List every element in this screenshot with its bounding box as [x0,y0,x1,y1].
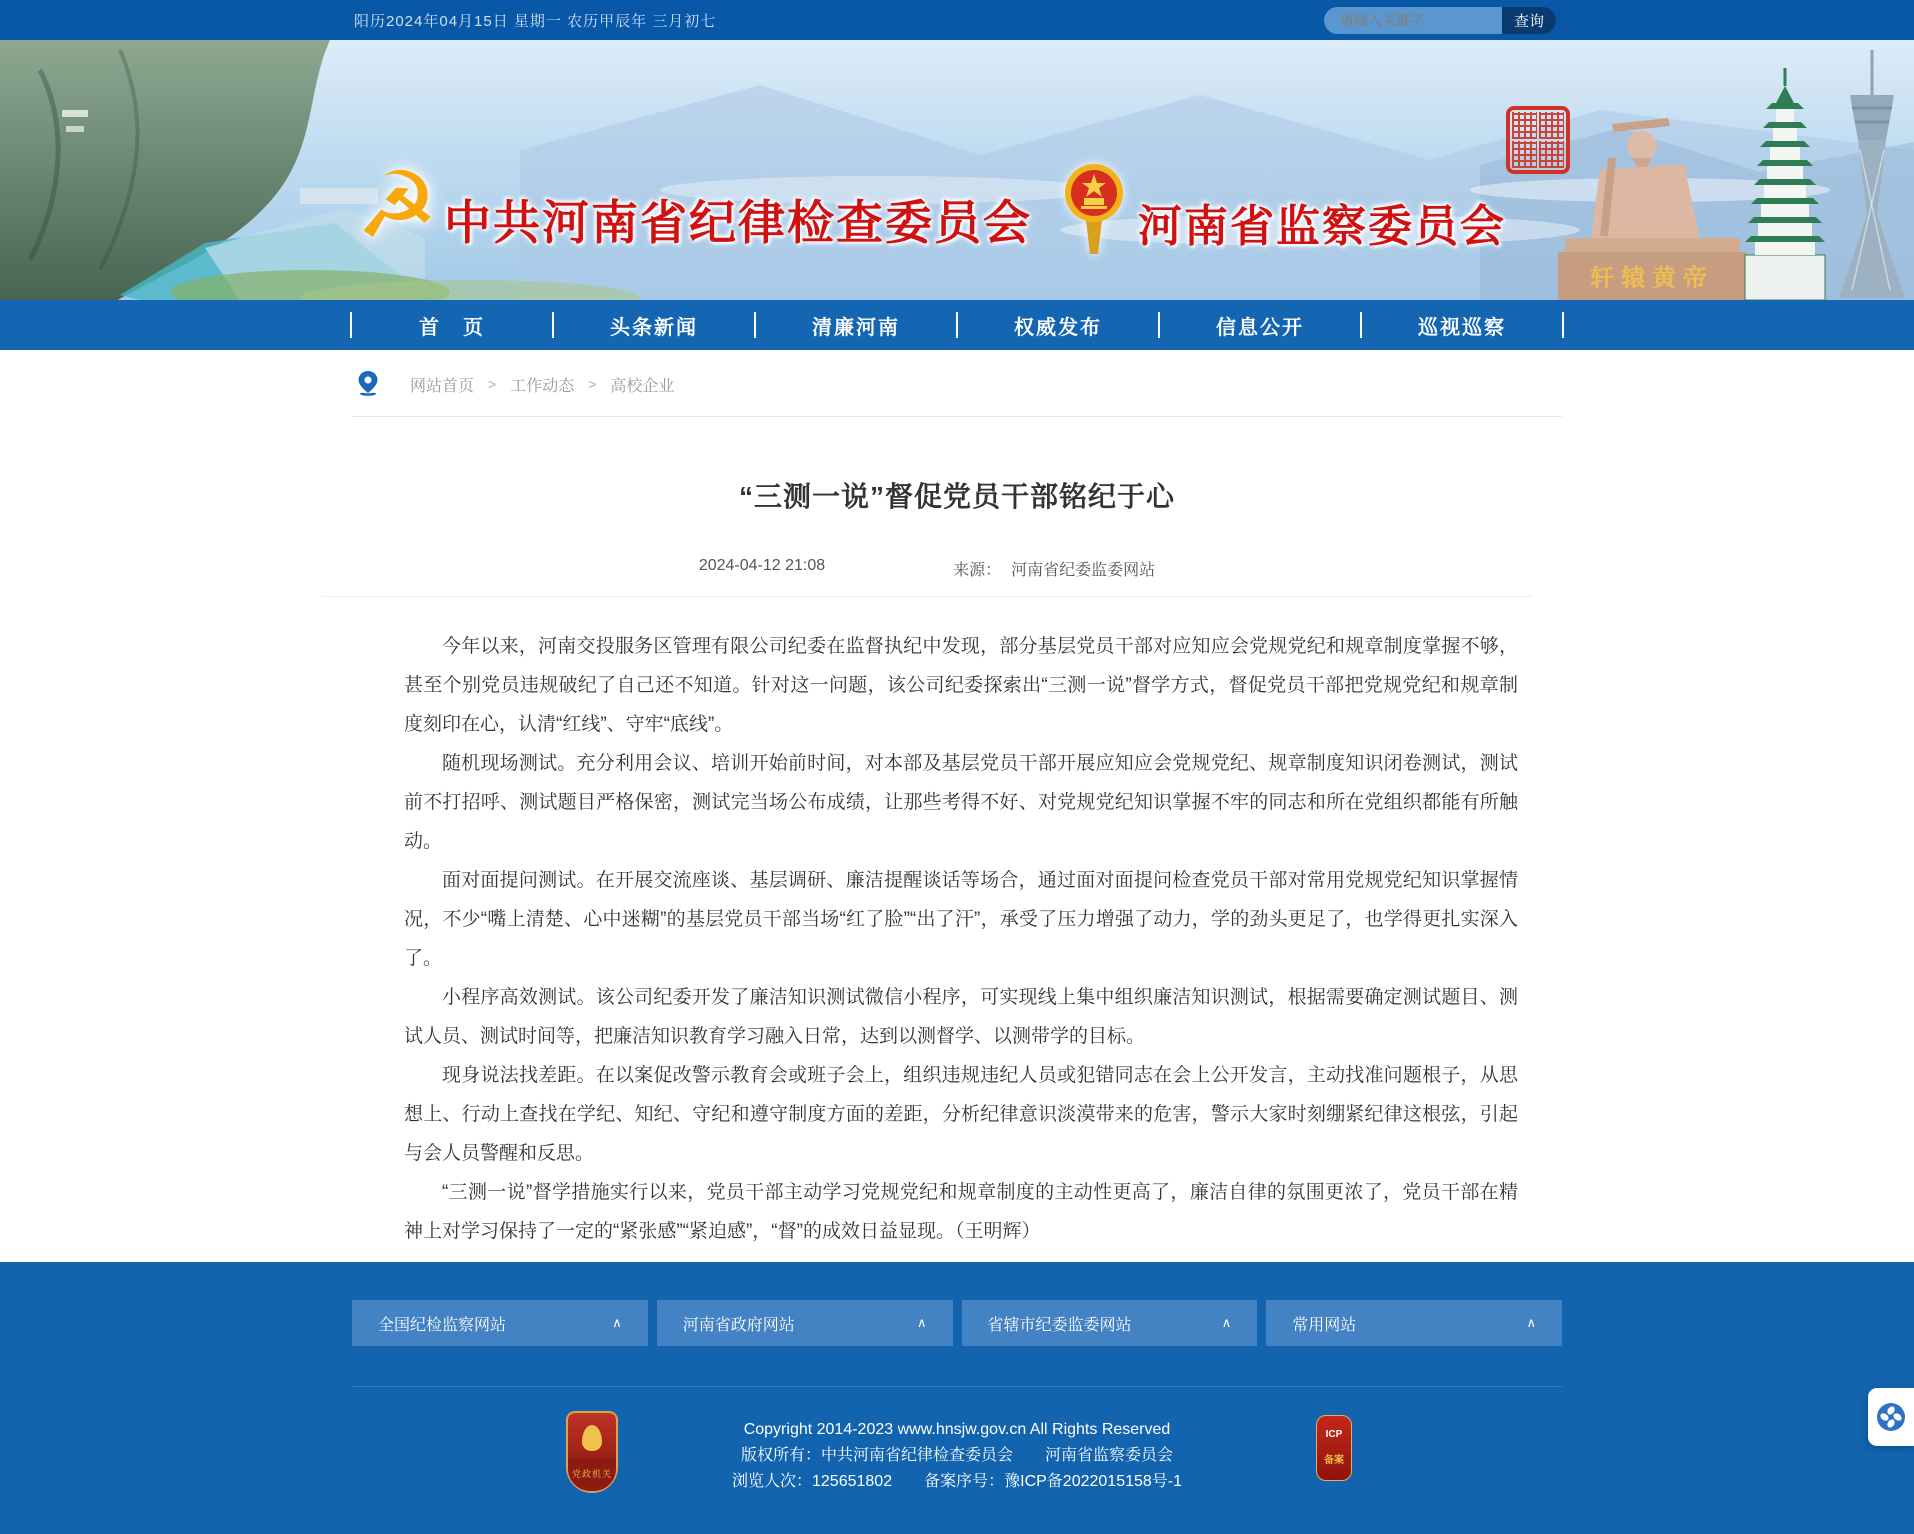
article-paragraph: 现身说法找差距。在以案促改警示教育会或班子会上，组织违规违纪人员或犯错同志在会上公开发言，主动找准问题根子，从思想上、行动上查找在学纪、知纪、守纪和遵守制度方面的差距，分析纪律意识淡漠带来的危害，警示大家时刻绷紧纪律这根弦，引起与会人员警醒和反思。 [404,1065,1518,1164]
dropdown-label: 全国纪检监察网站 [378,1316,507,1334]
national-emblem-icon [1064,162,1124,258]
caret-up-icon: ∧ [916,1315,927,1330]
breadcrumb-separator: > [488,376,497,392]
article-title: “三测一说”督促党员干部铭纪于心 [738,481,1175,512]
site-title-discipline-commission: 中共河南省纪律检查委员会 [444,196,1032,249]
visits-count: 125651802 [812,1473,893,1490]
site-banner [0,40,1914,300]
icp-badge-bottom-label: 备案 [1324,1455,1344,1466]
site-title-supervisory-commission: 河南省监察委员会 [1138,202,1506,251]
nav-item-home[interactable]: 首 页 [419,316,485,339]
icp-badge[interactable] [1316,1415,1352,1481]
breadcrumb-current-section[interactable]: 高校企业 [610,377,675,395]
search-input[interactable] [1324,7,1502,34]
article-paragraph: 小程序高效测试。该公司纪委开发了廉洁知识测试微信小程序，可实现线上集中组织廉洁知识测试，根据需要确定测试题目、测试人员、测试时间等，把廉洁知识教育学习融入日常，达到以测督学、以测带学的目标。 [404,987,1518,1047]
nav-divider [1562,312,1564,338]
caret-up-icon: ∧ [1221,1315,1232,1330]
dropdown-label: 省辖市纪委监委网站 [987,1316,1132,1334]
breadcrumb-separator: > [588,376,597,392]
visits-label: 浏览人次： [731,1473,812,1490]
pinwheel-icon [1876,1402,1906,1432]
breadcrumb-home-link[interactable]: 网站首页 [410,377,475,395]
footer-links-row [352,1262,1562,1346]
dropdown-national-sites[interactable] [352,1300,648,1346]
nav-item-authoritative-release[interactable]: 权威发布 [1014,316,1102,339]
caret-up-icon: ∧ [1526,1315,1536,1330]
caret-up-icon: ∧ [612,1315,622,1330]
statue-caption: 轩辕黄帝 [1590,265,1714,292]
footer-divider [352,1386,1562,1387]
icp-label: 备案序号： [924,1473,1005,1490]
icp-number: 豫ICP备2022015158号-1 [1004,1473,1183,1490]
nav-item-headlines[interactable]: 头条新闻 [610,316,698,339]
dropdown-label: 河南省政府网站 [682,1316,795,1334]
article-source: 河南省纪委监委网站 [1011,562,1156,579]
nav-item-information-disclosure[interactable]: 信息公开 [1216,316,1304,339]
dropdown-provincial-gov-sites[interactable] [657,1300,953,1346]
nav-item-clean-henan[interactable]: 清廉河南 [812,316,900,339]
dropdown-city-commission-sites[interactable] [962,1300,1258,1346]
copyright-line3 [352,1469,1562,1495]
copyright-line1: Copyright 2014-2023 www.hnsjw.gov.cn All Rights Reserved [743,1421,1171,1438]
article-paragraph: “三测一说”督学措施实行以来，党员干部主动学习党规党纪和规章制度的主动性更高了，廉洁自律的氛围更浓了，党员干部在精神上对学习保持了一定的“紧张感”“紧迫感”，“督”的成效日益显现。（王明辉） [404,1182,1518,1242]
location-pin-icon [358,371,378,397]
red-seal-stamp [1506,106,1570,174]
copyright-line2: 版权所有：中共河南省纪律检查委员会 河南省监察委员会 [740,1447,1173,1464]
copyright-spacer [892,1473,924,1490]
search-button[interactable]: 查询 [1502,7,1556,34]
gov-agency-badge[interactable] [566,1411,618,1493]
topbar [0,0,1914,40]
article-date: 2024-04-12 21:08 [698,557,826,574]
article-paragraph: 面对面提问测试。在开展交流座谈、基层调研、廉洁提醒谈话等场合，通过面对面提问检查党员干部对常用党规党纪知识掌握情况，不少“嘴上清楚、心中迷糊”的基层党员干部当场“红了脸”“出了汗”，承受了压力增强了动力，学的劲头更足了，也学得更扎实深入了。 [404,870,1518,969]
main-nav [0,300,1914,350]
nav-item-inspection-tour[interactable]: 巡视巡察 [1418,316,1506,339]
article-paragraph: 今年以来，河南交投服务区管理有限公司纪委在监督执纪中发现，部分基层党员干部对应知应会党规党纪和规章制度掌握不够，甚至个别党员违规破纪了自己还不知道。针对这一问题，该公司纪委探索出“三测一说”督学方式，督促党员干部把党规党纪和规章制度刻印在心，认清“红线”、守牢“底线”。 [404,636,1518,735]
pagoda-illustration [1745,68,1825,300]
article-source-label: 来源： [953,562,1002,579]
gov-badge-label: 党政机关 [568,1459,616,1491]
article-paragraph: 随机现场测试。充分利用会议、培训开始前时间，对本部及基层党员干部开展应知应会党规党纪、规章制度知识闭卷测试，测试前不打招呼、测试题目严格保密，测试完当场公布成绩，让那些考得不好、对党规党纪知识掌握不牢的同志和所在党组织都能有所触动。 [404,753,1518,852]
calendar-date-text: 阳历2024年04月15日 星期一 农历甲辰年 三月初七 [354,12,717,30]
search-box [1324,7,1556,34]
gov-badge-emblem-icon [582,1425,602,1451]
breadcrumb [352,350,1562,416]
banner-scenery-illustration [0,40,1914,300]
dropdown-common-sites[interactable] [1266,1300,1562,1346]
article-body [352,597,1562,1251]
icp-badge-top-label: ICP [1325,1429,1343,1440]
floating-share-widget[interactable] [1868,1388,1914,1446]
breadcrumb-worknews-link[interactable]: 工作动态 [510,377,575,395]
copyright-block [352,1417,1562,1495]
party-emblem-icon: ☭ [356,155,439,257]
footer [0,1262,1914,1534]
dropdown-label: 常用网站 [1292,1316,1357,1334]
breadcrumb-bar [352,350,1562,417]
article-meta [322,557,1532,597]
